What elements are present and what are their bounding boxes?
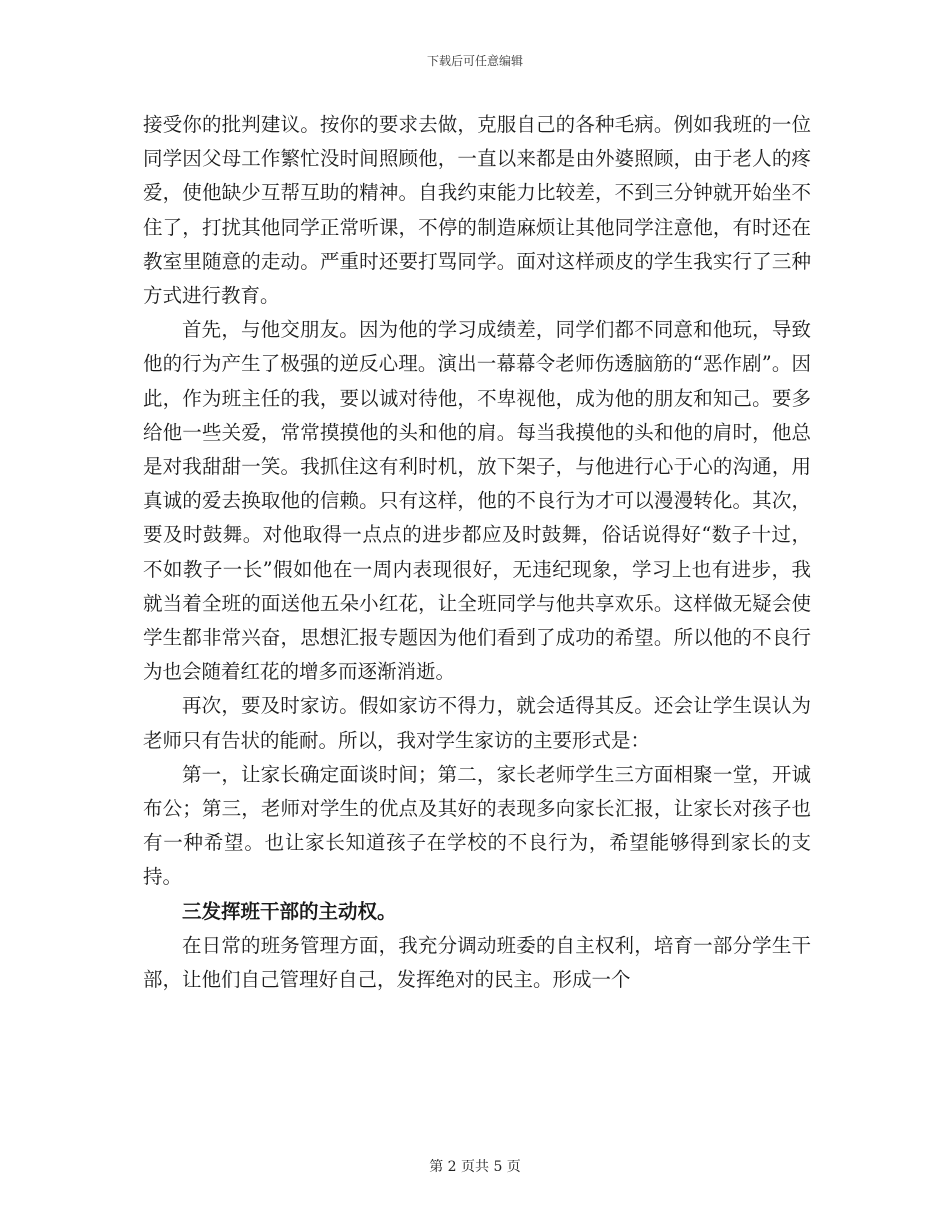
section-heading: 三发挥班干部的主动权。	[182, 899, 397, 923]
paragraph-make-friends: 首先，与他交朋友。因为他的学习成绩差，同学们都不同意和他玩，导致他的行为产生了极强的逆反心理。演出一幕幕令老师伤透脑筋的“恶作剧”。因此，作为班主任的我，要以诚对待他，不卑视他，成为他的朋友和知己。要多给他一些关爱，常常摸摸他的头和他的肩。每当我摸他的头和他的肩时，他总是对我甜甜一笑。我抓住这有利时机，放下架子，与他进行心于心的沟通，用真诚的爱去换取他的信赖。只有这样，他的不良行为才可以漫漫转化。其次，要及时鼓舞。对他取得一点点的进步都应及时鼓舞，俗话说得好“数子十过，不如教子一长”假如他在一周内表现很好，无违纪现象，学习上也有进步，我就当着全班的面送他五朵小红花，让全班同学与他共享欢乐。这样做无疑会使学生都非常兴奋，思想汇报专题因为他们看到了成功的希望。所以他的不良行为也会随着红花的增多而逐渐消逝。	[143, 318, 811, 684]
page-footer: 第 2 页共 5 页	[429, 1159, 521, 1175]
paragraph-class-cadres: 在日常的班务管理方面，我充分调动班委的自主权利，培育一部分学生干部，让他们自己管理好自己，发挥绝对的民主。形成一个	[143, 933, 811, 992]
paragraph-visit-forms: 第一，让家长确定面谈时间；第二，家长老师学生三方面相聚一堂，开诚布公；第三，老师对学生的优点及其好的表现多向家长汇报，让家长对孩子也有一种希望。也让家长知道孩子在学校的不良行为，希望能够得到家长的支持。	[143, 762, 811, 889]
page-header: 下载后可任意编辑	[426, 54, 523, 68]
paragraph-home-visit: 再次，要及时家访。假如家访不得力，就会适得其反。还会让学生误认为老师只有告状的能耐。所以，我对学生家访的主要形式是：	[143, 694, 811, 752]
document-body	[143, 108, 811, 997]
paragraph-continued: 接受你的批判建议。按你的要求去做，克服自己的各种毛病。例如我班的一位同学因父母工作繁忙没时间照顾他，一直以来都是由外婆照顾，由于老人的疼爱，使他缺少互帮互助的精神。自我约束能力比较差，不到三分钟就开始坐不住了，打扰其他同学正常听课，不停的制造麻烦让其他同学注意他，有时还在教室里随意的走动。严重时还要打骂同学。面对这样顽皮的学生我实行了三种方式进行教育。	[143, 113, 811, 308]
